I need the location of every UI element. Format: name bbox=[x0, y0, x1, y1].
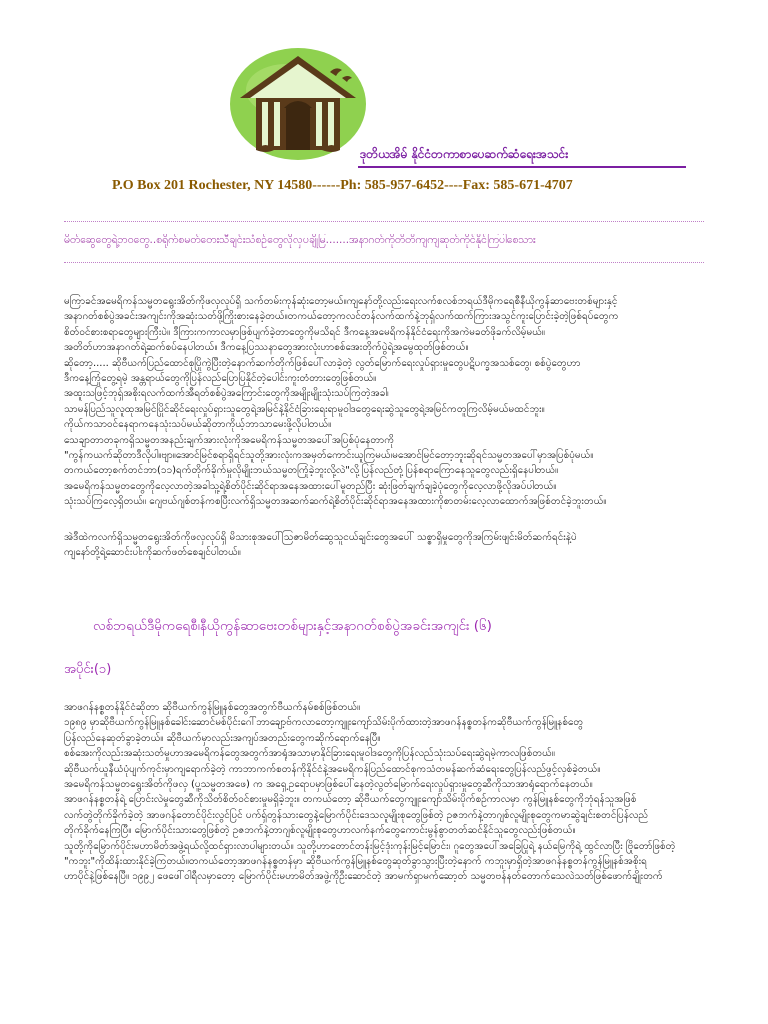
part-heading: အပိုင်း(၁) bbox=[64, 662, 112, 677]
body-line: စစ်အေးကိုလည်းအဆုံးသတ်မှုဟာအမေရိကန်တွေအတွက်အာရုံအသာမှာနိုင်ခြားရေးမူဝါဒတွေကိုပြန်လည်သုံးသပ်ရေးဆွဲရမဲ့ကာလဖြစ်တယ်။ bbox=[64, 748, 555, 760]
intro-line: ဆိုတော့..... ဆိုဗီယက်ပြည်ထောင်စုပြိုကွဲပြီးတဲ့နောက်ဆက်တိုက်ဖြစ်ပေါ်လာခဲ့တဲ့ လွတ်မြောက်ရေးလှုပ်ရှားမှုတွေပဋိပက္ခအသစ်တွေ၊ စစ်ပွဲတွေဟာ bbox=[64, 357, 581, 369]
body-line: အာဖဂန်နစ္စတန်ရဲ့ ပြောင်းလဲမှုတွေဆီကိုသိတ်စိတ်ဝင်စားမှုမရှိခဲ့ဘူး။ တကယ်တော့ ဆိုဗီယက်တွေကျူးကျော်သိမ်းပိုက်စဉ်ကာလမှာ ကွန်မြူနစ်တွေကိုဘုံရန်သူအဖြစ် bbox=[64, 794, 637, 806]
intro-line: အမေရိကန်သမ္မတတွေကိုလေ့လာတဲ့အခါသူ့ရဲ့စိတ်ပိုင်းဆိုင်ရာအနေအထားပေါ်မူတည်ပြီး ဆုံးဖြတ်ချက်ချခဲ့ပုံတွေကိုလေ့လာဖို့လိုအပ်ပါတယ်။ bbox=[64, 480, 557, 492]
intro-line: သာမန်ပြည်သူလူထုအမြင်ပြိုင်ဆိုင်ရေးလှုပ်ရှားသူတွေရဲ့အမြင်နဲ့နိုင်ငံခြားရေးရာမူဝါဒတွေရေးဆွဲသူတွေရဲ့အမြင်ကတူကြလိမ့်မယ်မထင်ဘူး။ bbox=[64, 403, 545, 415]
organization-logo bbox=[226, 38, 376, 168]
section-title: လစ်ဘရယ်ဒီမိုကရေစီ၊နီယိုကွန်ဆာဗေးတစ်များနှင့်အနာဂတ်စစ်ပွဲအခင်းအကျင်း (၆) bbox=[93, 618, 492, 634]
body-line: သူတို့ကိုမြောက်ပိုင်းမဟာမိတ်အဖွဲ့ရယ်လို့ထင်ရှားလာပါများတယ်။ သူတို့ဟာတောင်တန်းမြင့်ဒုံးကုန်းမြင့်မြောင်း၊ ဂူတွေအပေါ်အခြေပြုရဲ့ နယ်မြေကိုရဲ့ ထွင်လာပြီး ဗြိုတော်ဖြစ်တဲ့ bbox=[64, 840, 676, 852]
intro-line: အတိတ်ဟာအနာဂတ်ရဲ့ဆက်စပ်နေပါတယ်။ ဒီကနေ့ပြဿနာတွေအားလုံးဟာစစ်အေးတိုက်ပွဲရဲ့အမွေထုတ်ဖြစ်တယ်။ bbox=[64, 342, 469, 354]
intro-line: တကယ်တော့စက်တင်ဘာ(၁၁)ရက်တိုက်ခိုက်မှုလိုမျိုးဘယ်သမ္မတကြုံခဲ့ဘူးလို့လဲ"လို့ပြန်လည်တုံ့ပြန်စရာကြောနေသူတွေလည်းရှိနေပါတယ်။ bbox=[64, 465, 559, 477]
body-line: "ကဘူး"ကိုထိန်းထားနိုင်ခဲ့ကြတယ်။တကယ်တော့အာဖဂန်နစ္စတန်မှာ ဆိုဗီယက်ကွန်မြူနစ်တွေဆုတ်ခွာသွားပြီးတဲ့နောက် ကဘူးမှာရှိတဲ့အာဖဂန်နစ္စတန်ကွန်မြူနစ်အစိုးရ bbox=[64, 856, 647, 868]
intro-line: ဒီကနေ့ကြုံတွေ့ရမဲ့ အန္တရာယ်တွေကိုပြန်လည်ပြောပြနိုင်တဲ့ပေါင်းကူးတံတားတွေဖြစ်တယ်။ bbox=[64, 373, 377, 385]
intro-line: အနာဂတ်စစ်ပွဲအခင်းအကျင်းကိုအဆုံးသတ်ဖို့ကြိုးစားနေခဲ့တယ်။တကယ်တော့ကလင်တန်လက်ထက်နဲ့ဘုရှ်လက်ထက်ကြားအသွင်ကူးပြောင်းခဲ့တဲ့ဖြစ်ရပ်တွေက bbox=[64, 311, 619, 323]
body-line: လက်တွဲတိုက်ခိုက်ခဲ့တဲ့ အာဖဂန်တောင်ပိုင်းလွင်ပြင် ပက်ရှ်တွန်သားတွေနဲ့မြောက်ပိုင်းဒေသလူမျိုးစုတွေဖြစ်တဲ့ ဥဇဘက်နဲ့တာဂျစ်လူမျိုးစုတွေကမာဆွဲချင်းစတင်ပြန်လည် bbox=[64, 809, 649, 821]
body-line: ဆိုဗီယက်ယူနီယံပုံပျက်ကုင်းမှာကျရောက်ခဲ့တဲ့ ကာဘာကက်စတန်ကိုနိုင်ငံနဲ့အမေရိကန်ပြည်ထောင်စုကသံတမန်ဆက်ဆံရေးတွေပြန်လည်ဖွင့်လှစ်ခဲ့တယ်။ bbox=[64, 763, 601, 775]
body-line: ဟာပိုင်နဲ့ဖြစ်နေပြီ။ ၁၉၉၂ ဖေဖေါ်ဝါရီလမှာတော့ မြောက်ပိုင်းမဟာမိတ်အဖွဲ့ကိုဦးဆောင်တဲ့ အာမက်ရှာမက်ဆော့တ် သမ္မတဗန်နတ်တောက်သေလဲသတ်ဖြစ်ဖောက်ချိုးတက် bbox=[64, 871, 663, 883]
intro-line: မကြာခင်အမေရိကန်သမ္မတရွေးအိတ်ကိုဖလှလုပ်ရှိ သက်တမ်းကုန်ဆုံးတော့မယ်။ကျနော်တို့လည်းရေးလက်စလစ်ဘရယ်ဒီမိုကရေစီနီယိုကွန်ဆာဗေးတစ်များနှင့် bbox=[64, 296, 618, 307]
closing-line: ကျနော်တို့ရဲ့ဆောင်းပါးကိုဆက်ဖတ်စေချင်ပါတယ်။ bbox=[64, 547, 241, 559]
intro-line: သုံးသပ်ကြလေ့ရှိတယ်။ ဂျေဗယ်ဂျစ်တန်ကစပြီးလက်ရှိသမ္မတအဆက်ဆက်ရဲ့စိတ်ပိုင်းဆိုင်ရာအနေအထားကိုစာတမ်းလေ့လာထောက်အဖြစ်တင်ခဲ့ဘူးတယ်။ bbox=[64, 496, 607, 508]
intro-line: ကိုယ်ကသာဝင်နေရာကနေသုံးသပ်မယ်ဆိုတာကိုယ့်ဘာသာမေးဖို့လိုပါတယ်။ bbox=[64, 419, 332, 431]
body-line: အာဖဂန်နစ္စတန်နိုင်ငံဆိုတာ ဆိုဗီယက်ကွန်မြူနစ်တွေအတွက်ဗီယက်နမ်စစ်ဖြစ်တယ်။ bbox=[64, 702, 361, 713]
closing-paragraph bbox=[64, 530, 704, 561]
title-underline bbox=[358, 166, 686, 168]
body-line: တိုက်ခိုက်နေကြပြီ။ မြောက်ပိုင်းသားတွေဖြစ်တဲ့ ဥဇဘက်နဲ့တာဂျစ်လူမျိုးစုတွေဟာလက်နက်တွေကောင်းမွန်စွာတတ်ဆင်နိုင်သူတွေလည်းဖြစ်တယ်။ bbox=[64, 825, 576, 837]
house-logo-icon bbox=[226, 38, 376, 168]
dotted-divider-bottom bbox=[64, 262, 704, 263]
body-paragraph bbox=[64, 700, 704, 885]
intro-line: အထူးသဖြင့်ဘုရှ်အစိုးရလက်ထက်အီရတ်စစ်ပွဲအကြောင်းတွေကိုအမျိုးမျိုးသုံးသပ်ကြတဲ့အခါ၊ bbox=[64, 388, 389, 400]
contact-info: P.O Box 201 Rochester, NY 14580------Ph: 585-957-6452----Fax: 585-671-4707 bbox=[112, 178, 573, 193]
organization-title: ဒုတိယအိမ် နိုင်ငံတကာစာပေဆက်ဆံရေးအသင်း bbox=[360, 147, 569, 161]
body-line: အမေရိကန်သမ္မတရွေးအိတ်ကိုဖလှ (ပူ့သမ္မတအဖေ) က အရှေ့ဥရောပမှာဖြစ်ပေါ်နေတဲ့လွတ်မြောက်ရေးလှုပ်ရှားမှုတွေဆီကိုသာအာရုံရောက်နေတယ်။ bbox=[64, 779, 593, 791]
body-line: ၁၉၈၉ မှာဆိုဗီယက်ကွန်မြူနစ်ခေါင်းဆောင်မစ်ပိုင်းဂေါ်ဘာချော့ဗ်ကလာတော့ကျူးကျော်သိမ်းပိုက်ထားတဲ့အာဖဂန်နစ္စတန်ကဆိုဗီယက်ကွန်မြူနစ်တွေ bbox=[64, 717, 584, 729]
dotted-divider-top bbox=[64, 221, 704, 222]
closing-line: အဲဒီထဲကလက်ရှိသမ္မတရွေးအိတ်ကိုဖလှလုပ်ရှိ မိသားစုအပေါ်သြဇာမိတ်ဆွေသူငယ်ချင်းတွေအပေါ် သစ္စာရှိမှုတွေကိုအကြမ်းဖျင်းမိတ်ဆက်ရင်းနဲ့ပဲ bbox=[64, 532, 577, 543]
tagline: မိတ်ဆွေတွေရဲ့ဘဝတွေ..စရိုက်စမတ်တေးသီချင်းသံစဉ်တွေလိုလှပချိုမြ.......အနာဂတ်ကိုတိတိကျကျဆုတ်ကိုင်နိုင်ကြပါစေသား bbox=[64, 234, 536, 246]
body-line: ပြန်လည်နေဆုတ်ခွာခဲ့တယ်။ ဆိုဗီယက်မှာလည်းအကျပ်အတည်းတွေကဆိုက်ရောက်နေပြီ။ bbox=[64, 732, 381, 744]
intro-line: စိတ်ဝင်စားစရာတွေများကြီးပဲ။ ဒီကြားကကာလမှာဖြစ်ပျက်ခဲ့တာတွေကိုမသိရင် ဒီကနေ့အမေရိကန်နိုင်ငံရေးကိုအကဲမခတ်ဖိုခက်လိမ့်မယ်။ bbox=[64, 326, 545, 338]
intro-paragraph bbox=[64, 294, 704, 510]
intro-line: သေချာတာတခုကရှိသမ္မတအနည်းချက်အားလုံးကိုအမေရိကန်သမ္မတအပေါ်အပြစ်ပုံနေတာကို bbox=[64, 434, 395, 446]
intro-line: "ကွန်ကယက်ဆိုတာဒီလိုပါ။ဗျာ။အောင်မြင်စရာရှိရင်သူတို့အားလုံးကအမှတ်ကောင်းယူကြမယ်၊မအောင်မြင်တော့ဘူးဆိုရင်သမ္မတအပေါ်မှာအပြစ်ပုံမယ်။ bbox=[64, 450, 594, 462]
